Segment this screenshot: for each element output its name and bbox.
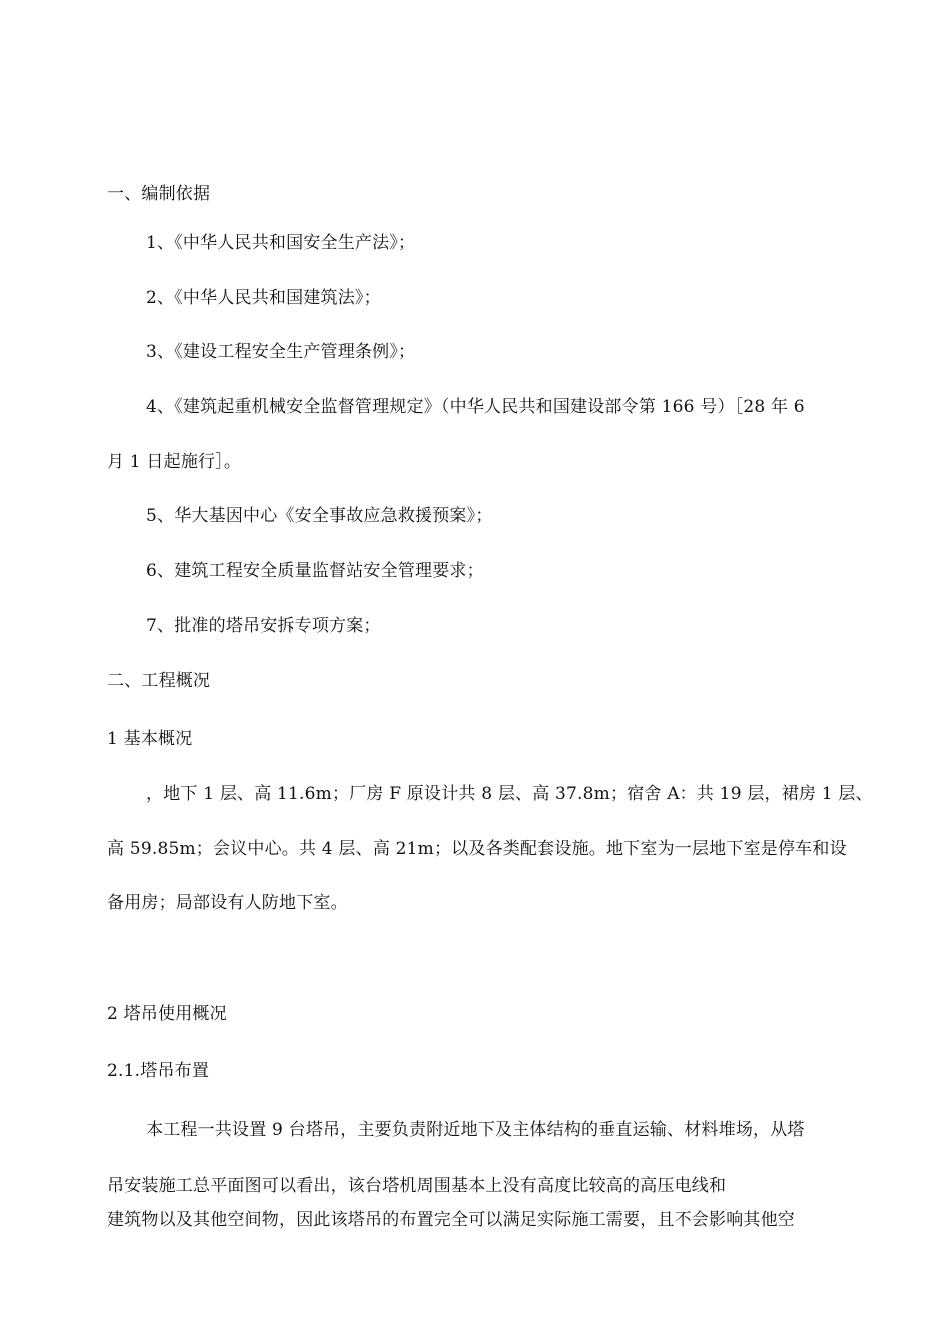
- basis-item-5: 5、华大基因中心《安全事故应急救援预案》；: [146, 506, 493, 526]
- basis-item-4-continuation: 月 1 日起施行］。: [107, 452, 242, 472]
- section-heading-basis: 一、编制依据: [107, 184, 211, 204]
- subsection-heading-basic: 1 基本概况: [107, 729, 193, 749]
- basis-item-4: 4、《建筑起重机械安全监督管理规定》（中华人民共和国建设部令第 166 号）［28 年 6: [146, 397, 805, 417]
- section-heading-overview: 二、工程概况: [107, 671, 211, 691]
- crane-layout-line-2: 吊安装施工总平面图可以看出，该台塔机周围基本上没有高度比较高的高压电线和: [107, 1176, 727, 1196]
- crane-layout-line-1: 本工程一共设置 9 台塔吊，主要负责附近地下及主体结构的垂直运输、材料堆场，从塔: [146, 1120, 805, 1140]
- basic-overview-line-2: 高 59.85m；会议中心。共 4 层、高 21m；以及各类配套设施。地下室为一层地下室是停车和设: [107, 839, 847, 859]
- subsection-heading-crane-layout: 2.1.塔吊布置: [107, 1061, 210, 1081]
- basis-item-3: 3、《建设工程安全生产管理条例》；: [146, 342, 416, 362]
- basis-item-2: 2、《中华人民共和国建筑法》；: [146, 288, 381, 308]
- basic-overview-line-1: ，地下 1 层、高 11.6m；厂房 F 原设计共 8 层、高 37.8m；宿舍 A：共 19 层，裙房 1 层、: [146, 784, 873, 804]
- crane-layout-line-3: 建筑物以及其他空间物，因此该塔吊的布置完全可以满足实际施工需要，且不会影响其他空: [107, 1210, 795, 1230]
- subsection-heading-crane-usage: 2 塔吊使用概况: [107, 1004, 227, 1024]
- basis-item-1: 1、《中华人民共和国安全生产法》；: [146, 233, 416, 253]
- basis-item-7: 7、批准的塔吊安拆专项方案；: [146, 616, 381, 636]
- basis-item-6: 6、建筑工程安全质量监督站安全管理要求；: [146, 561, 484, 581]
- basic-overview-line-3: 备用房；局部设有人防地下室。: [107, 893, 348, 913]
